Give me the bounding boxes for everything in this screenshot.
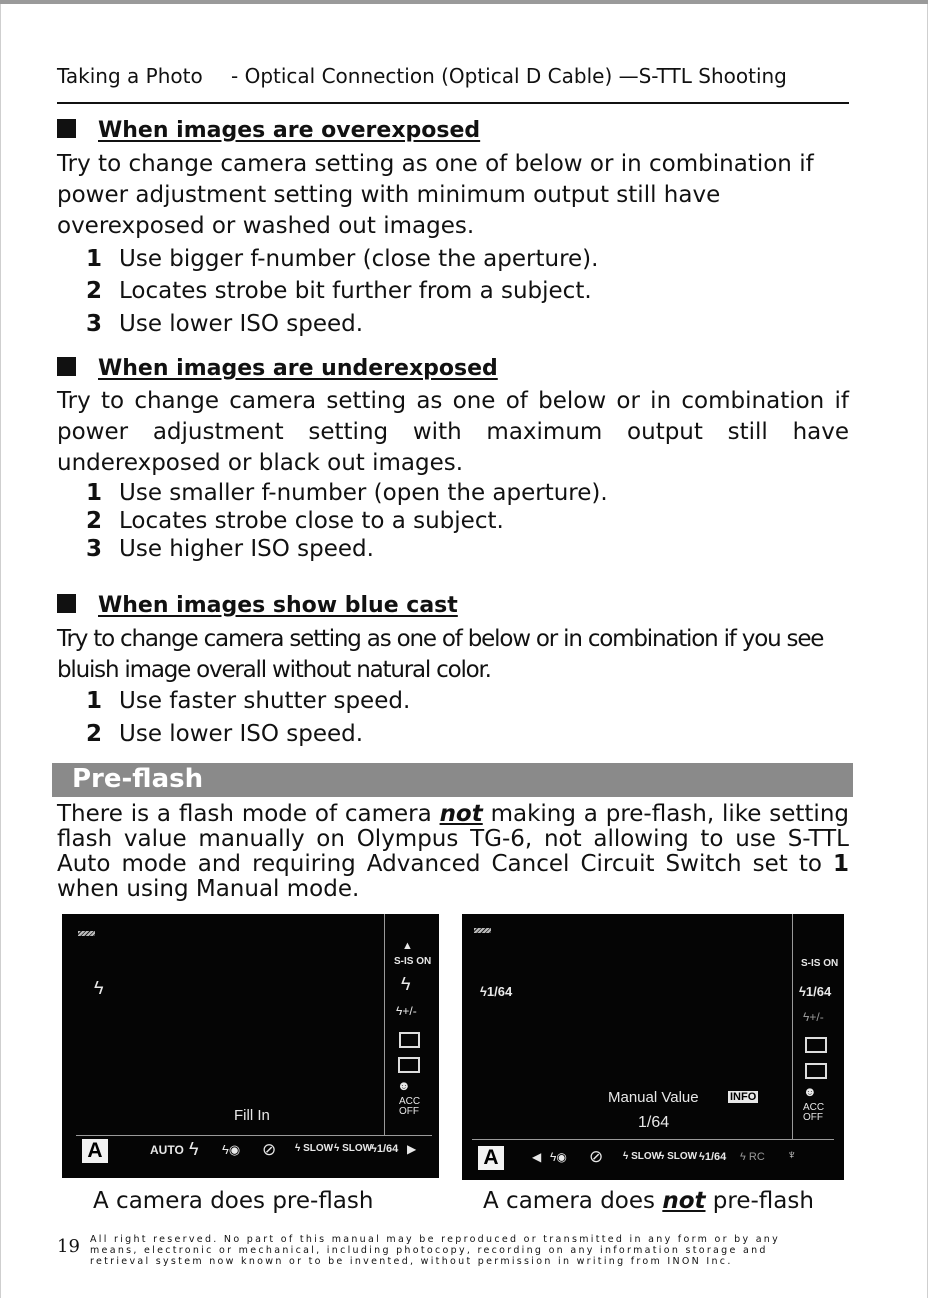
blue-cast-description: Try to change camera setting as one of below or in combination if you see bluish image overall without natural color. (57, 626, 824, 683)
preflash-heading-bar (52, 763, 853, 797)
bottom-item-flash: ϟ (189, 1139, 199, 1159)
left-border (0, 4, 1, 1298)
page-header (57, 62, 849, 104)
manual-value-label: Manual Value (608, 1089, 699, 1106)
battery-icon (78, 931, 95, 936)
bottom-item-redeye: ϟ◉ (222, 1142, 241, 1157)
camera-screen-preflash (62, 914, 439, 1178)
list-item: 3 Use higher ISO speed. (86, 536, 374, 562)
acc-label: ACC OFF (399, 1096, 421, 1117)
metering-icon (398, 1057, 420, 1073)
acc-label: ACC OFF (803, 1102, 825, 1123)
bottom-item-auto: AUTO (150, 1143, 184, 1157)
list-item: 1 Use bigger f-number (close the aperture). (86, 246, 599, 272)
face-detect-icon: ☻ (397, 1078, 411, 1093)
header-chapter: Taking a Photo (57, 64, 203, 88)
preflash-heading: Pre-flash (72, 764, 204, 794)
flash-value-selected: ϟ1/64 (799, 984, 832, 999)
top-border (0, 0, 928, 4)
bottom-item-slow-1: ϟ SLOW (295, 1143, 334, 1154)
section-title-overexposed: When images are overexposed (57, 118, 480, 143)
list-item: 2 Locates strobe close to a subject. (86, 508, 504, 534)
battery-icon (474, 928, 491, 933)
header-section: - Optical Connection (Optical D Cable) —S-TTL Shooting (231, 64, 787, 88)
flash-compensation-label: ϟ+/- (396, 1004, 417, 1018)
bottom-item-slow-2: ϟ SLOW (334, 1143, 373, 1154)
bottom-item-slow-2: ϟ SLOW (659, 1151, 698, 1162)
aspect-ratio-icon (399, 1032, 420, 1048)
list-item: 3 Use lower ISO speed. (86, 311, 364, 337)
list-item: 2 Locates strobe bit further from a subject. (86, 278, 592, 304)
stabilizer-label: S-IS ON (801, 958, 839, 969)
metering-icon (805, 1063, 827, 1079)
flash-icon: ϟ (94, 978, 104, 998)
chevron-left-icon: ◀ (532, 1150, 542, 1164)
caption-preflash: A camera does pre-flash (93, 1188, 374, 1214)
flash-off-icon: ⊘ (589, 1147, 604, 1166)
square-bullet-icon (57, 119, 76, 138)
section-title-blue-cast: When images show blue cast (57, 593, 458, 618)
face-detect-icon: ☻ (803, 1084, 817, 1099)
underexposed-description: Try to change camera setting as one of below or in combination if power adjustment setting with maximum output still have underexposed or black out images. (57, 388, 849, 476)
info-badge: INFO (730, 1091, 757, 1103)
bottom-item-slow-1: ϟ SLOW (623, 1151, 662, 1162)
aspect-ratio-icon (805, 1037, 827, 1053)
flash-off-icon: ⊘ (262, 1140, 277, 1159)
camera-screen-no-preflash (462, 914, 844, 1180)
flash-mode-icon: ϟ (401, 974, 411, 994)
list-item: 1 Use faster shutter speed. (86, 688, 411, 714)
square-bullet-icon (57, 357, 76, 376)
scroll-up-icon: ▲ (402, 940, 413, 952)
stabilizer-label: S-IS ON (394, 956, 432, 967)
page-number: 19 (57, 1236, 80, 1257)
bottom-item-redeye: ϟ◉ (550, 1150, 567, 1164)
caption-no-preflash: A camera does not pre-flash (483, 1188, 814, 1214)
copyright-notice: All right reserved. No part of this manual may be reproduced or transmitted in any form or by any means, electronic or mechanical, including photocopy, recording on any information storage and retrieval system now known or to be invented, without permission in writing from INON Inc. (90, 1234, 781, 1267)
manual-value: 1/64 (638, 1114, 670, 1131)
fill-in-label: Fill In (234, 1107, 270, 1124)
overexposed-description: Try to change camera setting as one of below or in combination if power adjustment setting with minimum output still have overexposed or washed out images. (57, 151, 814, 239)
section-title-underexposed: When images are underexposed (57, 356, 498, 381)
mode-a-badge: A (478, 1146, 504, 1170)
bottom-item-1-64: ϟ1/64 (699, 1151, 727, 1163)
underwater-icon: ♆ (787, 1147, 797, 1162)
list-item: 1 Use smaller f-number (open the aperture). (86, 480, 608, 506)
list-item: 2 Use lower ISO speed. (86, 721, 364, 747)
chevron-right-icon: ▶ (407, 1142, 417, 1156)
preflash-description: There is a flash mode of camera not making a pre-flash, like setting flash value manually on Olympus TG-6, not allowing to use S-TTL Auto mode and requiring Advanced Cancel Circuit Switch set to 1 when using Manual mode. (57, 801, 849, 902)
flash-compensation-label: ϟ+/- (803, 1010, 824, 1024)
mode-a-badge: A (82, 1139, 108, 1163)
bottom-item-rc: ϟ RC (740, 1151, 765, 1163)
bottom-item-1-64: ϟ1/64 (371, 1143, 399, 1155)
flash-value-indicator: ϟ1/64 (480, 984, 513, 999)
square-bullet-icon (57, 594, 76, 613)
